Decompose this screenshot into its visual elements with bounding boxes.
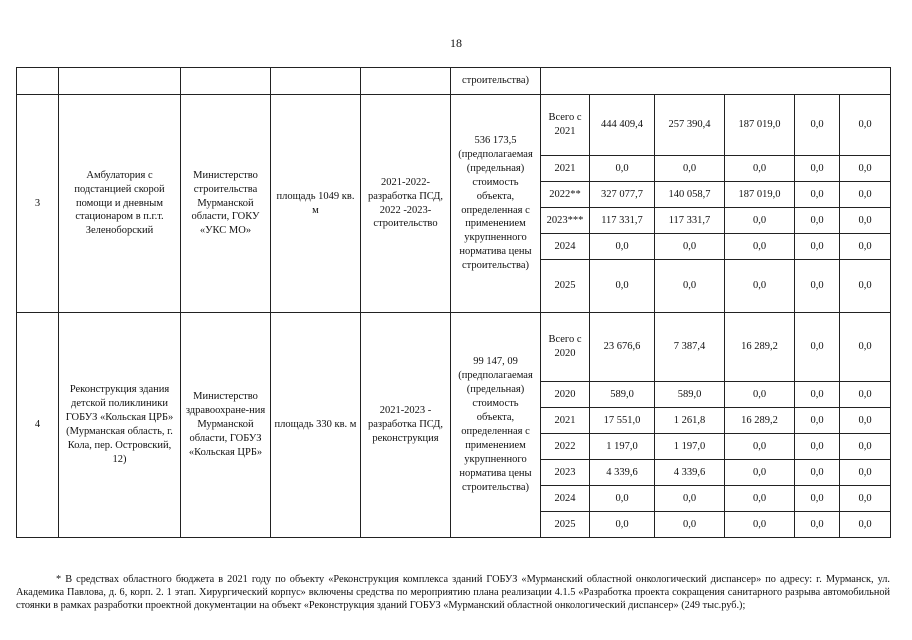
federal-cell: 7 387,4 — [655, 313, 725, 382]
total-cell: 17 551,0 — [590, 408, 655, 434]
regional-cell: 16 289,2 — [725, 408, 795, 434]
federal-cell: 0,0 — [655, 512, 725, 538]
municipal-cell: 0,0 — [795, 95, 840, 156]
year-cell: 2020 — [541, 382, 590, 408]
total-cell: 4 339,6 — [590, 460, 655, 486]
object-capacity: площадь 1049 кв. м — [271, 95, 361, 313]
year-cell: 2023 — [541, 460, 590, 486]
cont-cell-customer — [181, 68, 271, 95]
page-number: 18 — [450, 36, 462, 50]
object-name: Реконструкция здания детской поликлиники ГОБУЗ «Кольская ЦРБ» (Мурманская область, г. Кола, пер. Островский, 12) — [59, 313, 181, 538]
municipal-cell: 0,0 — [795, 382, 840, 408]
municipal-cell: 0,0 — [795, 260, 840, 313]
object-period: 2021-2023 - разработка ПСД, реконструкция — [361, 313, 451, 538]
municipal-cell: 0,0 — [795, 234, 840, 260]
regional-cell: 0,0 — [725, 486, 795, 512]
cont-cell-num — [17, 68, 59, 95]
municipal-cell: 0,0 — [795, 182, 840, 208]
cont-cell-finance — [541, 68, 891, 95]
object-cost: 99 147, 09 (предполагаемая (предельная) стоимость объекта, определенная с применением укрупненного норматива цены строительства) — [451, 313, 541, 538]
regional-cell: 0,0 — [725, 460, 795, 486]
regional-cell: 187 019,0 — [725, 182, 795, 208]
regional-cell: 0,0 — [725, 512, 795, 538]
year-cell: 2023*** — [541, 208, 590, 234]
regional-cell: 0,0 — [725, 234, 795, 260]
municipal-cell: 0,0 — [795, 460, 840, 486]
footnote-text: * В средствах областного бюджета в 2021 году по объекту «Реконструкция комплекса зданий ГОБУЗ «Мурманский областной онкологический диспансер» по адресу: г. Мурманск, ул. Академика Павлова, д. 6, корп. 2. 1 этап. Хирургический корпус» включены средства по мероприятию плана реализации 4.1.5 «Разработка проекта сокращения санитарного разрыва автомобильной стоянки в рамках разработки проектной документации на объект «Реконструкция зданий ГОБУЗ «Мурманский областной онкологический диспансер» (249 тыс.руб.); — [16, 574, 890, 612]
table-row — [17, 95, 891, 156]
other-cell: 0,0 — [840, 434, 891, 460]
municipal-cell: 0,0 — [795, 408, 840, 434]
year-cell: 2021 — [541, 408, 590, 434]
total-cell: 327 077,7 — [590, 182, 655, 208]
object-name: Амбулатория с подстанцией скорой помощи и дневным стационаром в п.г.т. Зеленоборский — [59, 95, 181, 313]
year-cell: 2025 — [541, 260, 590, 313]
federal-cell: 0,0 — [655, 486, 725, 512]
other-cell: 0,0 — [840, 313, 891, 382]
municipal-cell: 0,0 — [795, 313, 840, 382]
object-capacity: площадь 330 кв. м — [271, 313, 361, 538]
total-cell: 0,0 — [590, 486, 655, 512]
object-number: 3 — [17, 95, 59, 313]
total-cell: 0,0 — [590, 156, 655, 182]
other-cell: 0,0 — [840, 260, 891, 313]
federal-cell: 589,0 — [655, 382, 725, 408]
total-cell: 444 409,4 — [590, 95, 655, 156]
federal-cell: 4 339,6 — [655, 460, 725, 486]
object-period: 2021-2022-разработка ПСД, 2022 -2023-строительство — [361, 95, 451, 313]
total-cell: 0,0 — [590, 512, 655, 538]
other-cell: 0,0 — [840, 208, 891, 234]
cont-cell-period — [361, 68, 451, 95]
federal-cell: 0,0 — [655, 260, 725, 313]
total-cell: 23 676,6 — [590, 313, 655, 382]
year-cell: Всего с 2020 — [541, 313, 590, 382]
regional-cell: 0,0 — [725, 156, 795, 182]
other-cell: 0,0 — [840, 486, 891, 512]
total-cell: 117 331,7 — [590, 208, 655, 234]
year-cell: 2022** — [541, 182, 590, 208]
municipal-cell: 0,0 — [795, 434, 840, 460]
cont-cell-name — [59, 68, 181, 95]
federal-cell: 0,0 — [655, 156, 725, 182]
regional-cell: 16 289,2 — [725, 313, 795, 382]
federal-cell: 1 197,0 — [655, 434, 725, 460]
regional-cell: 0,0 — [725, 382, 795, 408]
regional-cell: 0,0 — [725, 208, 795, 234]
year-cell: 2025 — [541, 512, 590, 538]
regional-cell: 0,0 — [725, 260, 795, 313]
year-cell: 2021 — [541, 156, 590, 182]
federal-cell: 117 331,7 — [655, 208, 725, 234]
municipal-cell: 0,0 — [795, 208, 840, 234]
year-cell: 2024 — [541, 234, 590, 260]
footnote — [16, 573, 890, 613]
municipal-cell: 0,0 — [795, 486, 840, 512]
year-cell: 2024 — [541, 486, 590, 512]
federal-cell: 140 058,7 — [655, 182, 725, 208]
continuation-row — [17, 68, 891, 95]
total-cell: 0,0 — [590, 260, 655, 313]
other-cell: 0,0 — [840, 512, 891, 538]
federal-cell: 1 261,8 — [655, 408, 725, 434]
other-cell: 0,0 — [840, 234, 891, 260]
total-cell: 1 197,0 — [590, 434, 655, 460]
municipal-cell: 0,0 — [795, 512, 840, 538]
year-cell: 2022 — [541, 434, 590, 460]
object-number: 4 — [17, 313, 59, 538]
year-cell: Всего с 2021 — [541, 95, 590, 156]
object-customer: Министерство строительства Мурманской области, ГОКУ «УКС МО» — [181, 95, 271, 313]
table-row — [17, 313, 891, 382]
cont-cell-capacity — [271, 68, 361, 95]
federal-cell: 0,0 — [655, 234, 725, 260]
other-cell: 0,0 — [840, 408, 891, 434]
total-cell: 0,0 — [590, 234, 655, 260]
investment-table — [16, 67, 891, 538]
other-cell: 0,0 — [840, 156, 891, 182]
object-customer: Министерство здравоохране-ния Мурманской области, ГОБУЗ «Кольская ЦРБ» — [181, 313, 271, 538]
other-cell: 0,0 — [840, 95, 891, 156]
federal-cell: 257 390,4 — [655, 95, 725, 156]
object-cost: 536 173,5 (предполагаемая (предельная) стоимость объекта, определенная с применением укрупненного норматива цены строительства) — [451, 95, 541, 313]
municipal-cell: 0,0 — [795, 156, 840, 182]
regional-cell: 0,0 — [725, 434, 795, 460]
total-cell: 589,0 — [590, 382, 655, 408]
regional-cell: 187 019,0 — [725, 95, 795, 156]
other-cell: 0,0 — [840, 460, 891, 486]
other-cell: 0,0 — [840, 382, 891, 408]
cont-cell-cost: строительства) — [451, 68, 541, 95]
other-cell: 0,0 — [840, 182, 891, 208]
